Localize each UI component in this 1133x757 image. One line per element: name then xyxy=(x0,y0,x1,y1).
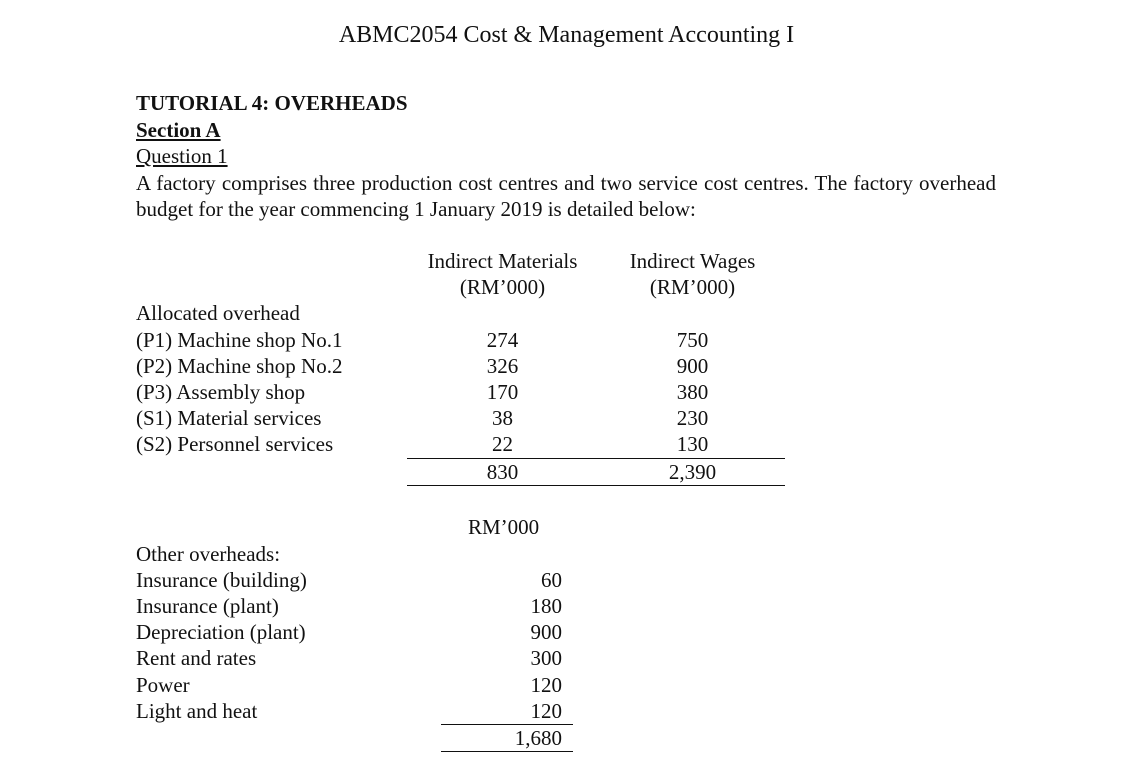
col-header-indirect-materials: Indirect Materials xyxy=(427,249,578,273)
other-value-power: 120 xyxy=(530,673,562,697)
question-description: A factory comprises three production cost centres and two service cost centres. The factory overhead budget for the year commencing 1 January 2019 is detailed below: xyxy=(136,171,996,221)
cell-materials-s2: 22 xyxy=(492,432,513,456)
cell-materials-p3: 170 xyxy=(486,380,519,404)
cell-materials-p1: 274 xyxy=(486,328,519,352)
other-value-rent-rates: 300 xyxy=(530,646,562,670)
row-label-s1: (S1) Material services xyxy=(136,406,322,430)
other-value-insurance-building: 60 xyxy=(541,568,562,592)
col-unit-indirect-wages: (RM’000) xyxy=(649,275,736,299)
cell-materials-s1: 38 xyxy=(492,406,513,430)
row-label-p3: (P3) Assembly shop xyxy=(136,380,306,404)
row-label-p2: (P2) Machine shop No.2 xyxy=(136,354,343,378)
other-label-insurance-building: Insurance (building) xyxy=(136,568,307,592)
other-overheads-heading: Other overheads: xyxy=(136,542,281,566)
row-label-p1: (P1) Machine shop No.1 xyxy=(136,328,343,352)
total-materials: 830 xyxy=(486,460,519,484)
other-total: 1,680 xyxy=(514,726,562,750)
cell-wages-s2: 130 xyxy=(676,432,709,456)
other-label-power: Power xyxy=(136,673,190,697)
question-heading: Question 1 xyxy=(136,144,228,168)
row-label-s2: (S2) Personnel services xyxy=(136,432,334,456)
other-value-insurance-plant: 180 xyxy=(530,594,562,618)
other-label-light-heat: Light and heat xyxy=(136,699,258,723)
other-label-depreciation-plant: Depreciation (plant) xyxy=(136,620,306,644)
col-header-indirect-wages: Indirect Wages xyxy=(629,249,756,273)
cell-wages-p2: 900 xyxy=(676,354,709,378)
cell-wages-p3: 380 xyxy=(676,380,709,404)
col-unit-indirect-materials: (RM’000) xyxy=(459,275,546,299)
section-heading: Section A xyxy=(136,118,221,142)
other-label-insurance-plant: Insurance (plant) xyxy=(136,594,279,618)
cell-wages-s1: 230 xyxy=(676,406,709,430)
total-rule-bottom xyxy=(407,485,785,486)
cell-materials-p2: 326 xyxy=(486,354,519,378)
allocated-overhead-heading: Allocated overhead xyxy=(136,301,300,325)
other-value-light-heat: 120 xyxy=(530,699,562,723)
other-label-rent-rates: Rent and rates xyxy=(136,646,257,670)
other-total-rule-bottom xyxy=(441,751,573,752)
total-wages: 2,390 xyxy=(668,460,717,484)
tutorial-title: TUTORIAL 4: OVERHEADS xyxy=(136,91,408,115)
cell-wages-p1: 750 xyxy=(676,328,709,352)
document-title: ABMC2054 Cost & Management Accounting I xyxy=(338,22,795,48)
other-unit-header: RM’000 xyxy=(468,515,540,539)
other-value-depreciation-plant: 900 xyxy=(530,620,562,644)
